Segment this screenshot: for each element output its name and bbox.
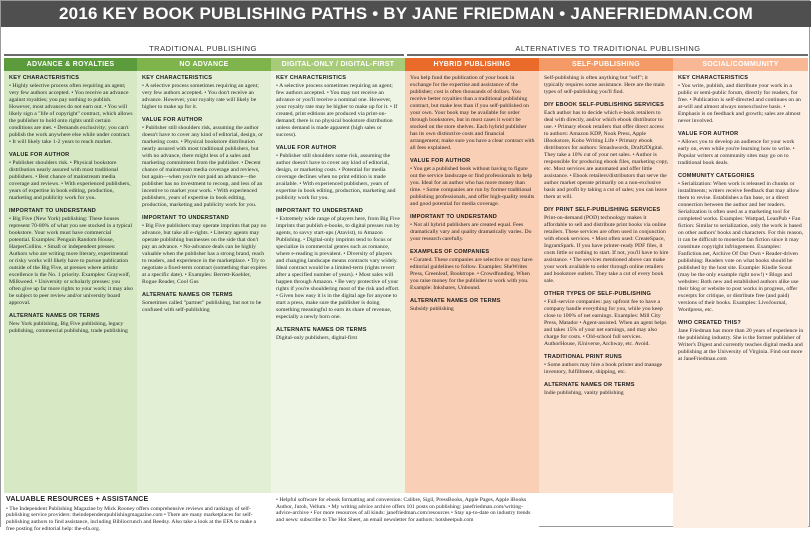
column-header: SOCIAL/COMMUNITY <box>673 58 808 71</box>
section-heading: IMPORTANT TO UNDERSTAND <box>410 214 497 220</box>
section-heading: KEY CHARACTERISTICS <box>678 75 749 81</box>
section-text: • Big Five publishers may operate imprints that pay no advance, but take all e-rights. • Literary agents may operate publishing businesses on the side that don't pay an advance. • No-advance deals can be highly valuable when the publisher has a strong brand, reach to readers, and experience in the marketplace. • Try to negotiate a fixed-term contract (something that expires at a specific date). • Examples: Berrett-Koehler, Rogue Reader, Cool Gus <box>142 223 267 285</box>
section-heading: EXAMPLES OF COMPANIES <box>410 249 490 255</box>
section-text: • Publisher still shoulders risk, assuming the author doesn't have to cover any kind of editorial, design, or marketing costs. • Physical bookstore distribution nearly assured with most traditional publishers, but with no advance, there might less of a sales and marketing commitment from the publisher. • Decent chance of mainstream media coverage and reviews, but again—when you're not paid an advance—the publisher has no investment to recoup, and less of an incentive to market your work. • With experienced publishers, years of expertise in book editing, production, marketing and publicity work for you. <box>142 125 263 208</box>
section-heading: DIY PRINT SELF-PUBLISHING SERVICES <box>544 207 661 213</box>
section-heading: DIY EBOOK SELF-PUBLISHING SERVICES <box>544 102 665 108</box>
column-2 <box>137 58 271 493</box>
resources-heading: VALUABLE RESOURCES + ASSISTANCE <box>6 496 149 503</box>
section-heading: VALUE FOR AUTHOR <box>678 131 739 137</box>
section-text: Print-on-demand (POD) technology makes it affordable to sell and distribute print books via online retailers. These services are often used in conjunction with ebook services. • Most often used: CreateSpace, IngramSpark. If you have printer-ready PDF files, it costs little or nothing to start. If not, you'll have to hire assistance. • The services mentioned above can make your work available to order through online retailers and bookstore outlets. They take a cut of every book sale. <box>544 215 669 284</box>
column-1 <box>4 58 137 493</box>
page-title: 2016 KEY BOOK PUBLISHING PATHS • BY JANE FRIEDMAN • JANEFRIEDMAN.COM <box>1 1 811 27</box>
resources-links-text: • Helpful software for ebook formatting and conversion: Calibre, Sigil, PressBooks, Apple Pages, Apple iBooks Author, Jutoh, Vellum. • My writing advice archive offers 101 posts on publishing: janefriedman.com/writing-advice-archive • For more resources of all kinds: janefriedman.com/resources • Stay up-to-date on industry trends and news: subscribe to The Hot Sheet, an email newsletter for authors: hotsheetpub.com <box>276 497 531 524</box>
section-text: Jane Friedman has more than 20 years of experience in the publishing industry. She is the former publisher of Writer's Digest and currently teaches digital media and publishing at the University of Virginia. Find out more at JaneFriedman.com <box>678 328 804 362</box>
section-text: • Full-service companies: pay upfront fee to have a company handle everything for you, while you keep close to 100% of net earnings. Examples: Mill City Press, Matador • Agent-assisted. When an agent helps and takes 15% of your net earnings, and may also charge for costs. • Old-school full services. AuthorHouse, iUniverse, Archway, etc. Avoid. <box>544 299 667 347</box>
column-header: SELF-PUBLISHING <box>539 58 673 71</box>
section-text: Indie publishing, vanity publishing <box>544 390 624 396</box>
section-heading: IMPORTANT TO UNDERSTAND <box>9 208 96 214</box>
section-text: Sometimes called "partner" publishing, but not to be confused with self-publishing <box>142 300 262 313</box>
section-heading: VALUE FOR AUTHOR <box>9 152 70 158</box>
resources-text: • The Independent Publishing Magazine by Mick Rooney offers comprehensive reviews and rankings of self-publishing service providers: theindependentpublishingmagazine.com • There are many marketplaces for self-publishing authors to find assistance, including Bibliocrunch and Reedsy. Also take a look at the EFA to make a free posting for editorial help: the-efa.org. <box>6 505 256 532</box>
column-header: NO ADVANCE <box>137 58 271 71</box>
column-6 <box>673 58 808 528</box>
resources-box <box>1 494 271 532</box>
section-heading: ALTERNATE NAMES OR TERMS <box>142 292 233 298</box>
column-header: ADVANCE & ROYALTIES <box>4 58 137 71</box>
section-text: • Not all hybrid publishers are created equal. Fees dramatically vary and quality dramatically varies. Do your research carefully. <box>410 222 532 242</box>
section-heading: VALUE FOR AUTHOR <box>276 145 337 151</box>
column-5 <box>539 58 673 493</box>
section-text: • Publisher shoulders risk. • Physical bookstore distribution nearly assured with most traditional publishers. • Best chance of mainstream media coverage and reviews. • With experienced publishers, years of expertise in book editing, production, marketing and publicity work for you. <box>9 160 131 201</box>
section-text: • Allows you to develop an audience for your work early on, even while you're learning how to write. • Popular writers at community sites may go on to traditional book deals. <box>678 139 795 166</box>
section-heading: OTHER TYPES OF SELF-PUBLISHING <box>544 291 652 297</box>
section-heading: WHO CREATED THIS? <box>678 320 741 326</box>
section-heading: IMPORTANT TO UNDERSTAND <box>276 208 363 214</box>
section-heading: IMPORTANT TO UNDERSTAND <box>142 215 229 221</box>
column-body <box>539 71 673 493</box>
column-3 <box>271 58 405 493</box>
section-text: • Publisher still shoulders some risk, assuming the author doesn't have to cover any kind of editorial, design, or marketing costs. • Potential for media coverage declines when no print edition is made available. • With experienced publishers, years of expertise in book editing, production, marketing and publicity work for you. <box>276 153 396 201</box>
section-text: Self-publishing is often anything but "self"; it typically requires some assistance. Here are the main types of self-publishing you'll find. <box>544 75 665 95</box>
section-text: • Curated. These companies are selective or may have editorial guidelines to follow. Examples: SheWrites Press, Greenleaf, Booktrope. • Crowdfunding. When you raise money for the publisher to work with you. Example: Inkshares, Unbound. <box>410 257 533 291</box>
section-text: Subsidy publishing <box>410 306 454 312</box>
section-text: New York publishing, Big Five publishing, legacy publishing, commercial publishing, trade publishing <box>9 321 128 334</box>
group-label-alternatives: ALTERNATIVES TO TRADITIONAL PUBLISHING <box>515 44 701 53</box>
column-body <box>137 71 271 493</box>
section-heading: ALTERNATE NAMES OR TERMS <box>544 382 635 388</box>
column-body <box>405 71 539 493</box>
group-divider-traditional <box>4 54 404 56</box>
group-label-traditional: TRADITIONAL PUBLISHING <box>149 44 257 53</box>
section-heading: VALUE FOR AUTHOR <box>410 158 471 164</box>
section-text: Each author has to decide which e-book retailers to deal with directly, and/or which ebook distributor to use. • Primary ebook retailers that offer direct access to authors: Amazon KDP, Nook Press, Apple iBookstore, Kobo Writing Life • Primary ebook distributors for authors: Smashwords, Draft2Digital. They take a 10% cut of your net sales. • Author is responsible for producing ebook files, marketing copy, etc. Most services are automated and offer little assistance. • Ebook retailers/distributors that serve the author market operate primarily on a non-exclusive basis and profit by taking a cut of sales; you can leave them at will. <box>544 110 669 200</box>
column-body <box>4 71 137 493</box>
section-text: • Big Five (New York) publishing: These houses represent 70-80% of what you see stocked in a typical bookstore. Your work must have commercial potential. Examples: Penguin Random House, HarperCollins. • Small or independent presses: Authors who are writing more literary, experimental or risky works will likely have to pursue publication outside of the Big Five, at presses where artistic excellence is the No. 1 priority. Examples: Graywolf, Milkweed. • University or scholarly presses: you often give up far more rights to your work; it may also be subject to peer review and/or university board approval. <box>9 216 133 306</box>
section-heading: ALTERNATE NAMES OR TERMS <box>276 327 367 333</box>
column-body <box>271 71 405 493</box>
section-heading: KEY CHARACTERISTICS <box>276 75 347 81</box>
column-body <box>673 71 808 528</box>
section-heading: KEY CHARACTERISTICS <box>142 75 213 81</box>
section-text: • Extremely wide range of players here, from Big Five imprints that publish e-books, to digital presses run by agents, to savvy start-ups (Atavist), to Amazon Publishing. • Digital-only imprints tend to focus or specialize in commercial genres such as romance, where e-reading is prevalent. • Diversity of players and changing landscape means contracts vary widely. Ideal contract would be a limited-term (rights revert after a specified number of years). • Most sales will happen through Amazon. • Be very protective of your rights if you're shouldering most of the risk and effort. • Given how easy it is in the digital age for anyone to start a press, make sure the publisher is doing something meaningful to earn its share of revenue, especially a newly born one. <box>276 216 400 320</box>
group-divider-alternatives <box>407 54 808 56</box>
section-heading: ALTERNATE NAMES OR TERMS <box>410 298 501 304</box>
section-text: • You get a published book without having to figure out the service landscape or find professionals to help you. Ideal for an author who has more money than time. • Some companies are run by former traditional publishing professionals, and offer high-quality results and good potential for media coverage. <box>410 166 535 207</box>
section-text: • Highly selective process often requiring an agent; very few authors accepted. • You receive an advance against royalties; you pay nothing to publish. However, most advances do not earn out. • You will likely sign a "life of copyright" contract, which allows the publisher to hold onto rights until certain conditions are met. • Demands exclusivity; you can't publish the work anywhere else while under contract. • It will likely take 1-2 years to reach market. <box>9 83 133 145</box>
section-text: You help fund the publication of your book in exchange for the expertise and assistance of the publisher; cost is often thousands of dollars. You receive better royalties than a traditional publishing contract, but make less than if you self-published on your own. Your book may be available for order through bookstores, but in most cases it won't be stocked on the store shelves. Each hybrid publisher has its own distinctive costs and financial arrangement; make sure you have a clear contract with all fees explained. <box>410 75 535 151</box>
column-header: HYBRID PUBLISHING <box>405 58 539 71</box>
section-text: Digital-only publishers, digital-first <box>276 335 358 341</box>
section-text: • A selective process sometimes requiring an agent; few authors accepted. • You may not receive an advance or you'll receive a nominal one. However, your royalty rate may be higher to make up for it. • If created, print editions are produced via print-on-demand; there is no physical bookstore distribution unless demand is made apparent (high sales or success). <box>276 83 398 138</box>
resources-links <box>271 494 539 528</box>
section-heading: KEY CHARACTERISTICS <box>9 75 80 81</box>
section-text: • A selective process sometimes requiring an agent; very few authors accepted. • You don't receive an advance. However, your royalty rate will likely be higher to make up for it. <box>142 83 259 110</box>
section-heading: COMMUNITY CATEGORIES <box>678 173 755 179</box>
section-text: • Some authors may hire a book printer and manage inventory, fulfillment, shipping, etc. <box>544 362 663 375</box>
section-heading: ALTERNATE NAMES OR TERMS <box>9 313 100 319</box>
column-header: DIGITAL-ONLY / DIGITAL-FIRST <box>271 58 405 71</box>
column-4 <box>405 58 539 493</box>
section-text: • Serialization: When work is released in chunks or installments; writers receive feedback that may allow them to revise. Establishes a fan base, or a direct connection between the author and her readers. Serialization is often used as a marketing tool for completed works. Examples: Wattpad, LeanPub • Fan fiction: Similar to serialization, only the work is based on other authors' books and characters. For this reason, it can be difficult to monetize fan fiction since it may constitute copyright infringement. Examples: Fanfiction.net, Archive Of Our Own • Reader-driven publishing: Readers vote on what books should be published by the host site. Example: Kindle Scout (may be the only example right now!) • Blogs and websites: Both new and established authors alike use their blog or website to post works in progress, offer excerpts for critique, or distribute free (and paid) versions of their books. Examples: LiveJournal, Wordpress, etc. <box>678 181 804 313</box>
section-heading: TRADITIONAL PRINT RUNS <box>544 354 622 360</box>
section-heading: VALUE FOR AUTHOR <box>142 117 203 123</box>
section-text: • You write, publish, and distribute your work in a public or semi-public forum, directly for readers, for free. • Publication is self-directed and continues on an at-will and almost always nonexclusive basis. • Emphasis is on feedback and growth; sales are almost never involved. <box>678 83 801 124</box>
